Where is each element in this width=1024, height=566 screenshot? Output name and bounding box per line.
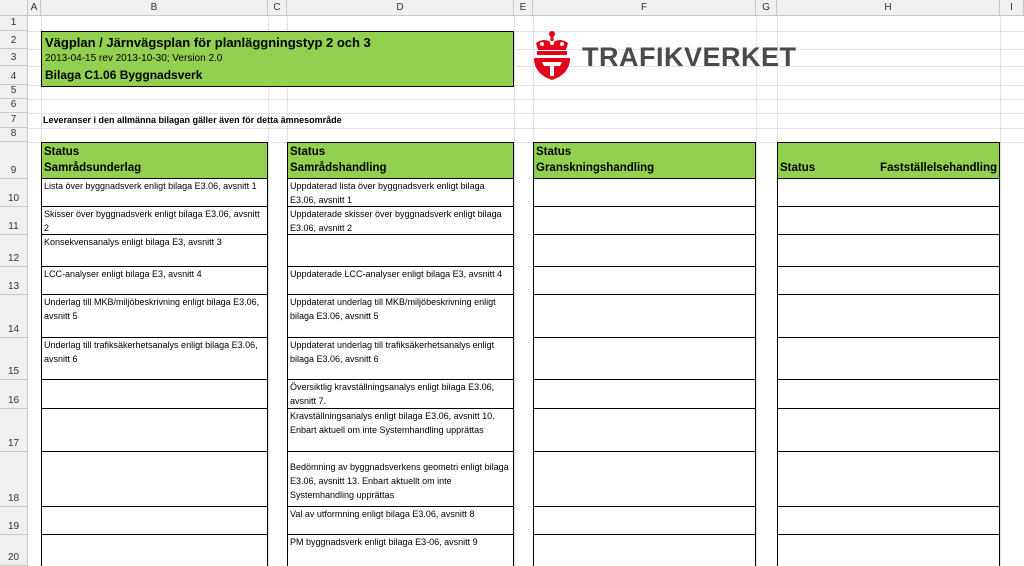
samradsunderlag-cell-10[interactable]: Lista över byggnadsverk enligt bilaga E3.06, avsnitt 1	[41, 179, 268, 207]
samradshandling-cell-14[interactable]: Uppdaterat underlag till MKB/miljöbeskrivning enligt bilaga E3.06, avsnitt 5	[287, 295, 514, 338]
column-header-f[interactable]: F	[533, 0, 756, 16]
header-status-label: Status	[44, 146, 80, 158]
column-granskningshandling	[533, 142, 756, 566]
row-header-15[interactable]: 15	[0, 338, 28, 380]
header-granskningshandling[interactable]	[533, 142, 756, 179]
samradshandling-cell-11[interactable]: Uppdaterade skisser över byggnadsverk enligt bilaga E3.06, avsnitt 2	[287, 207, 514, 235]
column-header-a[interactable]: A	[28, 0, 41, 16]
select-all-corner[interactable]	[0, 0, 28, 16]
header-samradsunderlag[interactable]	[41, 142, 268, 179]
granskningshandling-cell-16[interactable]	[533, 380, 756, 409]
header-status-label: Status	[536, 146, 572, 158]
row-header-6[interactable]: 6	[0, 99, 28, 113]
samradsunderlag-cell-12[interactable]: Konsekvensanalys enligt bilaga E3, avsnitt 3	[41, 235, 268, 267]
column-header-e[interactable]: E	[514, 0, 533, 16]
samradshandling-cell-19[interactable]: Val av utformning enligt bilaga E3.06, avsnitt 8	[287, 507, 514, 535]
row-header-10[interactable]: 10	[0, 179, 28, 207]
row-header-18[interactable]: 18	[0, 452, 28, 507]
faststallelsehandling-cell-16[interactable]	[777, 380, 1000, 409]
row-header-12[interactable]: 12	[0, 235, 28, 267]
row-header-9[interactable]: 9	[0, 142, 28, 179]
samradshandling-cell-10[interactable]: Uppdaterad lista över byggnadsverk enligt bilaga E3.06, avsnitt 1	[287, 179, 514, 207]
faststallelsehandling-cell-10[interactable]	[777, 179, 1000, 207]
row-header-7[interactable]: 7	[0, 113, 28, 128]
header-status-label: Status	[780, 162, 816, 174]
header-samradshandling-label: Samrådshandling	[290, 162, 387, 174]
column-faststallelsehandling	[777, 142, 1000, 566]
row-header-16[interactable]: 16	[0, 380, 28, 409]
logo-wordmark: TRAFIKVERKET	[582, 42, 797, 72]
samradsunderlag-cell-15[interactable]: Underlag till trafiksäkerhetsanalys enligt bilaga E3.06, avsnitt 6	[41, 338, 268, 380]
faststallelsehandling-cell-13[interactable]	[777, 267, 1000, 295]
header-faststallelsehandling-label: Fastställelsehandling	[880, 162, 997, 174]
samradsunderlag-cell-19[interactable]	[41, 507, 268, 535]
samradshandling-cell-20[interactable]: PM byggnadsverk enligt bilaga E3-06, avsnitt 9	[287, 535, 514, 566]
row-header-8[interactable]: 8	[0, 128, 28, 142]
samradshandling-cell-18[interactable]: Bedömning av byggnadsverkens geometri enligt bilaga E3.06, avsnitt 13. Enbart aktuellt om inte Systemhandling upprättas	[287, 452, 514, 507]
faststallelsehandling-cell-14[interactable]	[777, 295, 1000, 338]
header-samradshandling[interactable]	[287, 142, 514, 179]
faststallelsehandling-cell-20[interactable]	[777, 535, 1000, 566]
samradshandling-cell-13[interactable]: Uppdaterade LCC-analyser enligt bilaga E3, avsnitt 4	[287, 267, 514, 295]
row-header-1[interactable]: 1	[0, 16, 28, 31]
header-samradsunderlag-label: Samrådsunderlag	[44, 162, 142, 174]
granskningshandling-cell-19[interactable]	[533, 507, 756, 535]
column-header-c[interactable]: C	[268, 0, 287, 16]
granskningshandling-cell-17[interactable]	[533, 409, 756, 452]
column-header-i[interactable]: I	[1000, 0, 1024, 16]
samradsunderlag-cell-16[interactable]	[41, 380, 268, 409]
trafikverket-logo	[530, 28, 810, 82]
trafikverket-crown-icon	[530, 28, 574, 82]
appendix-title: Bilaga C1.06 Byggnadsverk	[45, 68, 203, 82]
version-line: 2013-04-15 rev 2013-10-30; Version 2.0	[45, 53, 223, 64]
samradsunderlag-cell-11[interactable]: Skisser över byggnadsverk enligt bilaga E3.06, avsnitt 2	[41, 207, 268, 235]
faststallelsehandling-cell-19[interactable]	[777, 507, 1000, 535]
header-faststallelsehandling[interactable]	[777, 142, 1000, 179]
granskningshandling-cell-14[interactable]	[533, 295, 756, 338]
samradshandling-cell-15[interactable]: Uppdaterat underlag till trafiksäkerhetsanalys enligt bilaga E3.06, avsnitt 6	[287, 338, 514, 380]
granskningshandling-cell-20[interactable]	[533, 535, 756, 566]
row-header-3[interactable]: 3	[0, 49, 28, 66]
column-header-h[interactable]: H	[777, 0, 1000, 16]
granskningshandling-cell-10[interactable]	[533, 179, 756, 207]
samradshandling-cell-12[interactable]	[287, 235, 514, 267]
row-header-20[interactable]: 20	[0, 535, 28, 566]
title-block[interactable]	[41, 31, 514, 87]
samradsunderlag-cell-14[interactable]: Underlag till MKB/miljöbeskrivning enligt bilaga E3.06, avsnitt 5	[41, 295, 268, 338]
faststallelsehandling-cell-18[interactable]	[777, 452, 1000, 507]
row-header-5[interactable]: 5	[0, 85, 28, 99]
row-header-11[interactable]: 11	[0, 207, 28, 235]
samradshandling-cell-17[interactable]: Kravställningsanalys enligt bilaga E3.06, avsnitt 10. Enbart aktuell om inte Systemhandling upprättas	[287, 409, 514, 452]
row-header-4[interactable]: 4	[0, 66, 28, 85]
granskningshandling-cell-12[interactable]	[533, 235, 756, 267]
samradshandling-cell-16[interactable]: Översiktlig kravställningsanalys enligt bilaga E3.06, avsnitt 7.	[287, 380, 514, 409]
faststallelsehandling-cell-11[interactable]	[777, 207, 1000, 235]
column-samradsunderlag	[41, 142, 268, 566]
faststallelsehandling-cell-12[interactable]	[777, 235, 1000, 267]
column-samradshandling	[287, 142, 514, 566]
granskningshandling-cell-11[interactable]	[533, 207, 756, 235]
plan-title: Vägplan / Järnvägsplan för planläggningstyp 2 och 3	[45, 35, 371, 50]
faststallelsehandling-cell-15[interactable]	[777, 338, 1000, 380]
granskningshandling-cell-13[interactable]	[533, 267, 756, 295]
faststallelsehandling-cell-17[interactable]	[777, 409, 1000, 452]
row-header-17[interactable]: 17	[0, 409, 28, 452]
samradsunderlag-cell-17[interactable]	[41, 409, 268, 452]
deliverables-note: Leveranser i den allmänna bilagan gäller även för detta ämnesområde	[43, 115, 342, 125]
header-granskningshandling-label: Granskningshandling	[536, 162, 655, 174]
granskningshandling-cell-18[interactable]	[533, 452, 756, 507]
column-header-g[interactable]: G	[756, 0, 777, 16]
row-header-14[interactable]: 14	[0, 295, 28, 338]
granskningshandling-cell-15[interactable]	[533, 338, 756, 380]
row-header-13[interactable]: 13	[0, 267, 28, 295]
column-header-d[interactable]: D	[287, 0, 514, 16]
header-status-label: Status	[290, 146, 326, 158]
row-header-2[interactable]: 2	[0, 31, 28, 49]
samradsunderlag-cell-13[interactable]: LCC-analyser enligt bilaga E3, avsnitt 4	[41, 267, 268, 295]
samradsunderlag-cell-18[interactable]	[41, 452, 268, 507]
row-header-19[interactable]: 19	[0, 507, 28, 535]
column-header-b[interactable]: B	[41, 0, 268, 16]
samradsunderlag-cell-20[interactable]	[41, 535, 268, 566]
